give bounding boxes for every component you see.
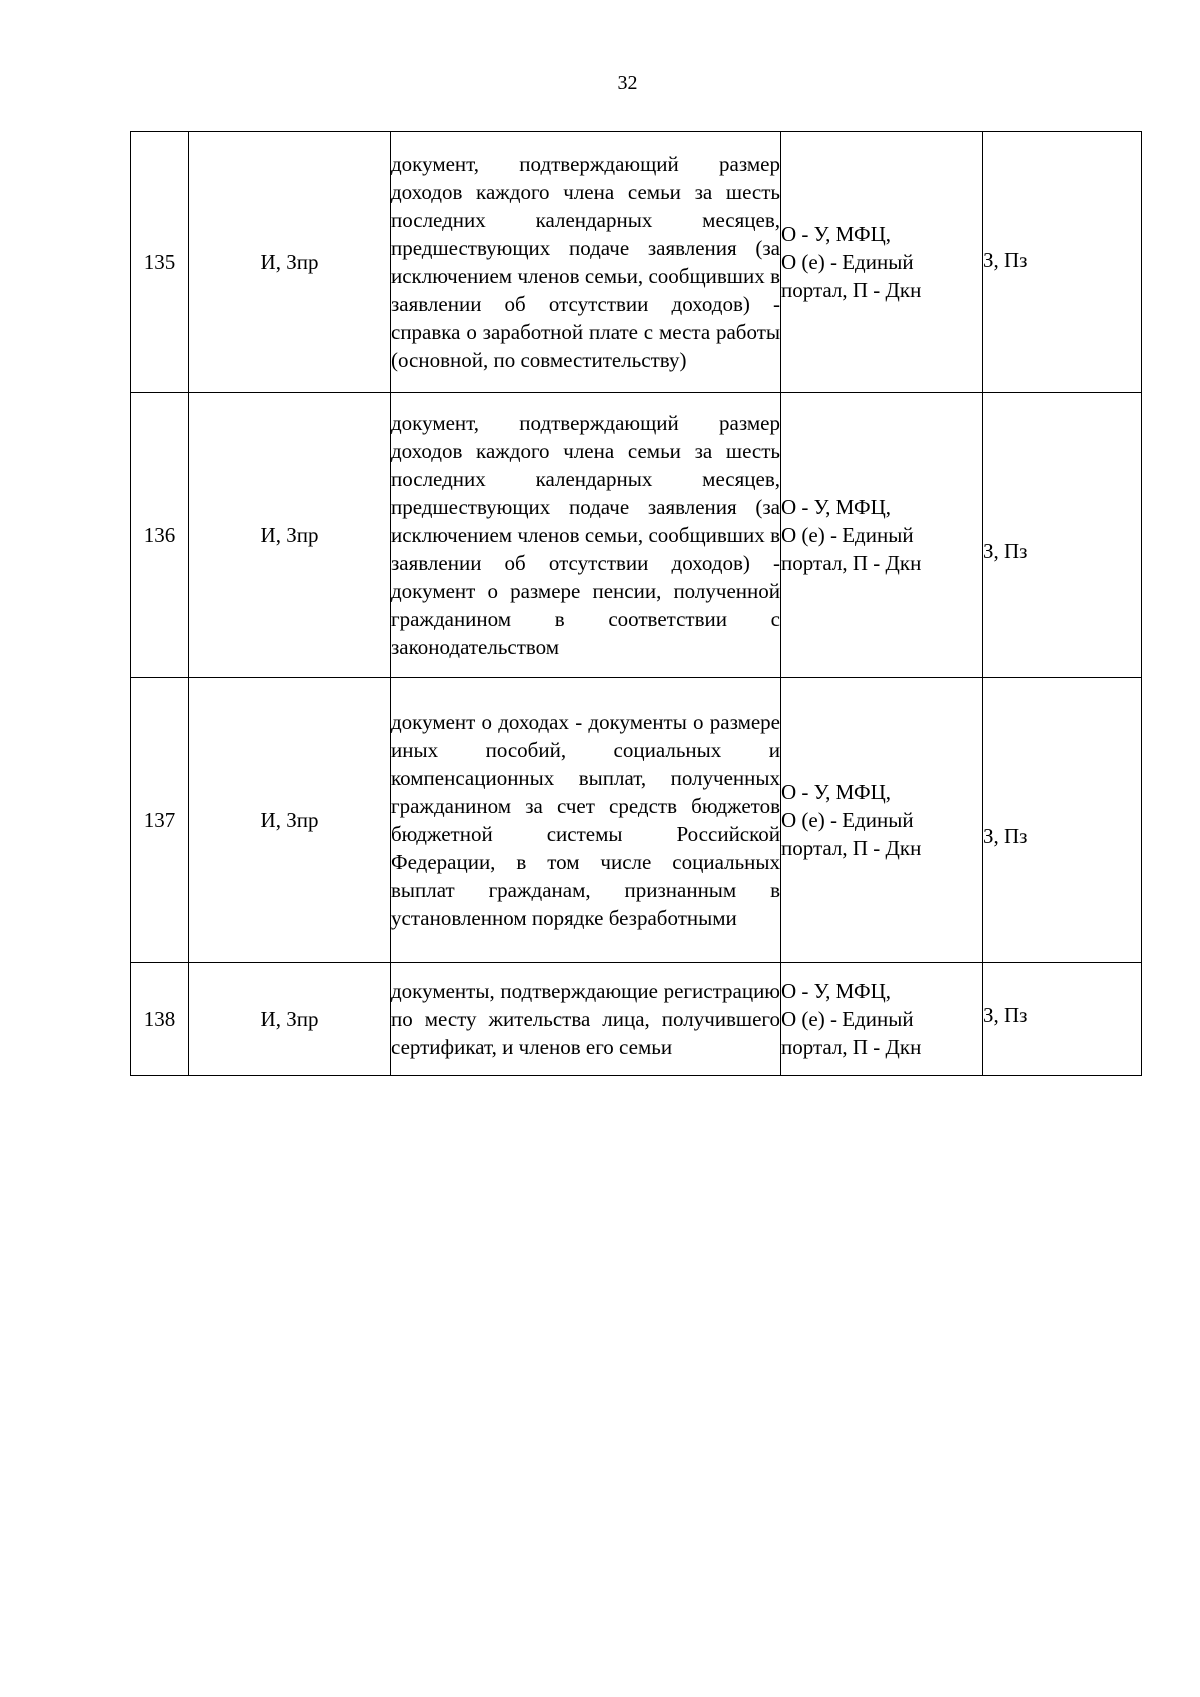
submission-method-line: О - У, МФЦ, [781, 495, 892, 519]
document-description: документы, подтверждающие регистрацию по месту жительства лица, получившего сертификат, и членов его семьи [391, 979, 780, 1059]
submission-method-line: О (е) - Единый [781, 808, 914, 832]
submission-method-line: портал, П - Дкн [781, 551, 922, 575]
submission-method-line: О - У, МФЦ, [781, 780, 892, 804]
document-description: документ о доходах - документы о размере иных пособий, социальных и компенсационных выплат, полученных гражданином за счет средств бюджетов бюджетной системы Российской Федерации, в том числе социальных выплат гражданам, признанным в установленном порядке безработными [391, 710, 780, 930]
document-type-cell: И, Зпр [189, 393, 391, 678]
submission-method-line: портал, П - Дкн [781, 836, 922, 860]
table-row [131, 963, 1142, 1076]
row-number-cell: 135 [131, 132, 189, 393]
submission-method-cell [781, 393, 983, 678]
result-cell: З, Пз [983, 132, 1142, 393]
submission-method-line: О (е) - Единый [781, 523, 914, 547]
document-description-cell [391, 393, 781, 678]
document-description: документ, подтверждающий размер доходов каждого члена семьи за шесть последних календарных месяцев, предшествующих подаче заявления (за исключением членов семьи, сообщивших в заявлении об отсутствии доходов) - справка о заработной плате с места работы (основной, по совместительству) [391, 152, 780, 372]
table-row [131, 678, 1142, 963]
document-description-cell [391, 132, 781, 393]
documents-table [130, 131, 1142, 1076]
submission-method-line: О - У, МФЦ, [781, 979, 892, 1003]
result-cell: З, Пз [983, 678, 1142, 963]
document-description-cell [391, 678, 781, 963]
document-description-cell [391, 963, 781, 1076]
submission-method-line: О (е) - Единый [781, 1007, 914, 1031]
document-description: документ, подтверждающий размер доходов каждого члена семьи за шесть последних календарных месяцев, предшествующих подаче заявления (за исключением членов семьи, сообщивших в заявлении об отсутствии доходов) - документ о размере пенсии, полученной гражданином в соответствии с законодательством [391, 411, 780, 659]
table-row [131, 132, 1142, 393]
row-number-cell: 138 [131, 963, 189, 1076]
submission-method-line: О (е) - Единый [781, 250, 914, 274]
submission-method-cell [781, 132, 983, 393]
result-cell: З, Пз [983, 393, 1142, 678]
submission-method-line: О - У, МФЦ, [781, 222, 892, 246]
submission-method-line: портал, П - Дкн [781, 278, 922, 302]
page-number: 32 [617, 72, 638, 94]
submission-method-cell [781, 678, 983, 963]
table-row [131, 393, 1142, 678]
row-number-cell: 137 [131, 678, 189, 963]
result-cell: З, Пз [983, 963, 1142, 1076]
document-type-cell: И, Зпр [189, 132, 391, 393]
submission-method-cell [781, 963, 983, 1076]
submission-method-line: портал, П - Дкн [781, 1035, 922, 1059]
row-number-cell: 136 [131, 393, 189, 678]
document-type-cell: И, Зпр [189, 678, 391, 963]
document-type-cell: И, Зпр [189, 963, 391, 1076]
